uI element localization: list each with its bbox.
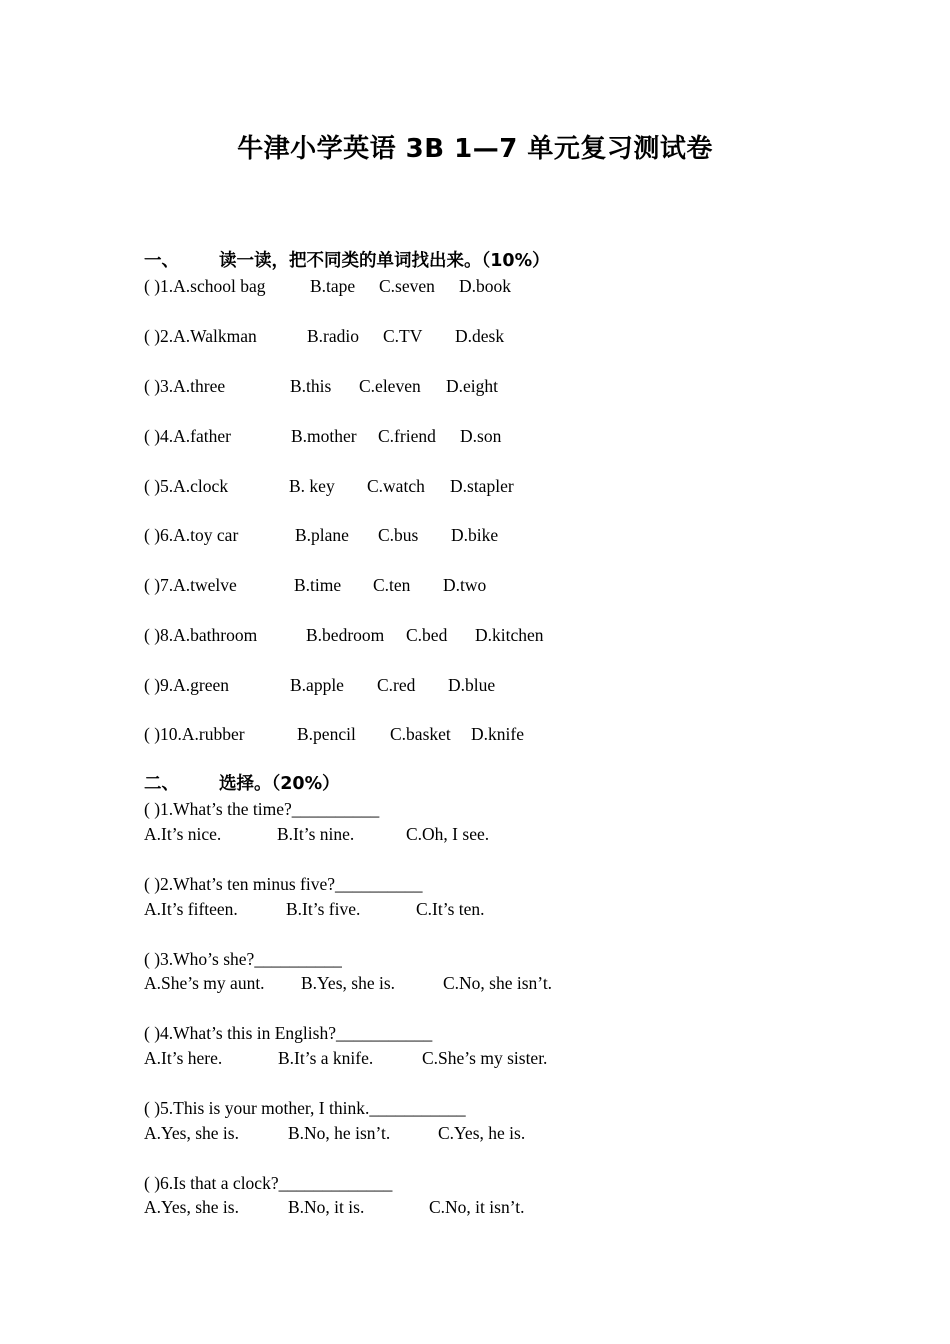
question-option-a: ( )3.A.three (144, 376, 226, 396)
option-c: C.Yes, he is. (438, 1123, 526, 1143)
option-b: B.tape (310, 276, 356, 296)
option-a: A.It’s here. (144, 1048, 223, 1068)
section-2-number: 二、 (144, 774, 179, 794)
question-stem: ( )2.What’s ten minus five?__________ (144, 874, 423, 894)
section-1-heading-text: 读一读，把不同类的单词找出来。（10%） (219, 251, 550, 271)
question-stem: ( )6.Is that a clock?_____________ (144, 1173, 393, 1193)
option-c: C.She’s my sister. (422, 1048, 548, 1068)
option-b: B.bedroom (306, 625, 385, 645)
option-b: B.plane (295, 525, 349, 545)
option-c: C.basket (390, 724, 451, 744)
option-b: B.this (290, 376, 332, 396)
question-option-a: ( )5.A.clock (144, 476, 229, 496)
option-c: C.No, she isn’t. (443, 973, 553, 993)
option-c: C.ten (373, 575, 411, 595)
option-d: D.son (460, 426, 502, 446)
option-c: C.seven (379, 276, 435, 296)
question-stem: ( )5.This is your mother, I think.___________ (144, 1098, 466, 1118)
option-d: D.book (459, 276, 512, 296)
section-2-heading-text: 选择。（20%） (219, 774, 340, 794)
option-b: B.Yes, she is. (301, 973, 396, 993)
question-stem: ( )1.What’s the time?__________ (144, 799, 380, 819)
page-title: 牛津小学英语 3B 1—7 单元复习测试卷 (237, 134, 713, 164)
section-2-heading (144, 772, 340, 796)
option-a: A.It’s fifteen. (144, 899, 238, 919)
question-option-a: ( )6.A.toy car (144, 525, 239, 545)
option-d: D.eight (446, 376, 499, 396)
option-a: A.Yes, she is. (144, 1123, 239, 1143)
question-option-a: ( )1.A.school bag (144, 276, 266, 296)
question-option-a: ( )7.A.twelve (144, 575, 237, 595)
option-d: D.stapler (450, 476, 514, 496)
option-c: C.TV (383, 326, 423, 346)
option-a: A.It’s nice. (144, 824, 222, 844)
option-b: B.It’s five. (286, 899, 361, 919)
question-option-a: ( )10.A.rubber (144, 724, 245, 744)
option-d: D.knife (471, 724, 524, 744)
option-b: B.time (294, 575, 342, 595)
option-d: D.two (443, 575, 487, 595)
option-d: D.blue (448, 675, 496, 695)
option-c: C.eleven (359, 376, 421, 396)
option-a: A.Yes, she is. (144, 1197, 239, 1217)
option-b: B.No, he isn’t. (288, 1123, 391, 1143)
option-b: B.radio (307, 326, 360, 346)
section-1-number: 一、 (144, 251, 179, 271)
option-b: B.No, it is. (288, 1197, 365, 1217)
option-c: C.watch (367, 476, 425, 496)
question-stem: ( )4.What’s this in English?___________ (144, 1023, 433, 1043)
question-option-a: ( )8.A.bathroom (144, 625, 258, 645)
option-c: C.red (377, 675, 416, 695)
question-option-a: ( )2.A.Walkman (144, 326, 257, 346)
option-d: D.bike (451, 525, 499, 545)
option-c: C.bed (406, 625, 448, 645)
question-option-a: ( )4.A.father (144, 426, 231, 446)
option-c: C.Oh, I see. (406, 824, 490, 844)
option-b: B.mother (291, 426, 357, 446)
option-b: B. key (289, 476, 335, 496)
question-option-a: ( )9.A.green (144, 675, 230, 695)
option-a: A.She’s my aunt. (144, 973, 265, 993)
option-b: B.It’s a knife. (278, 1048, 374, 1068)
option-d: D.desk (455, 326, 505, 346)
option-c: C.friend (378, 426, 436, 446)
option-b: B.pencil (297, 724, 356, 744)
option-d: D.kitchen (475, 625, 544, 645)
option-b: B.apple (290, 675, 344, 695)
option-c: C.It’s ten. (416, 899, 485, 919)
option-c: C.bus (378, 525, 419, 545)
question-stem: ( )3.Who’s she?__________ (144, 949, 342, 969)
option-b: B.It’s nine. (277, 824, 355, 844)
option-c: C.No, it isn’t. (429, 1197, 525, 1217)
section-1-heading (144, 249, 550, 273)
